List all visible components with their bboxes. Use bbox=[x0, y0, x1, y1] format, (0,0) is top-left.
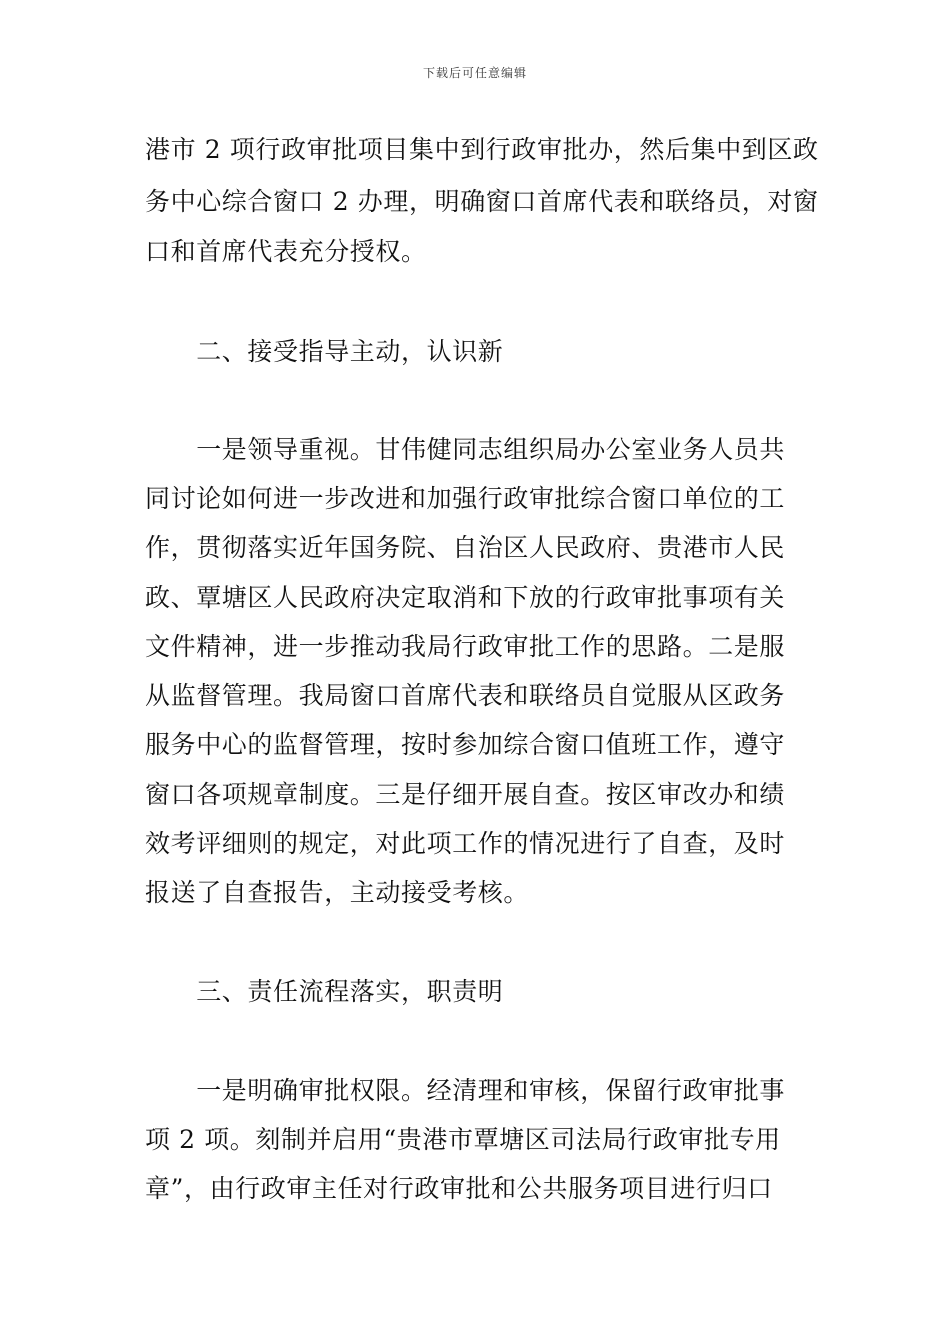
text-line: 一是明确审批权限。经清理和审核，保留行政审批事 bbox=[145, 1076, 786, 1105]
text-line: 政、覃塘区人民政府决定取消和下放的行政审批事项有关 bbox=[145, 583, 786, 612]
text-line: 从监督管理。我局窗口首席代表和联络员自觉服从区政务 bbox=[145, 681, 786, 710]
page-header: 下载后可任意编辑 bbox=[422, 66, 527, 80]
text-line: 效考评细则的规定，对此项工作的情况进行了自查，及时 bbox=[145, 829, 786, 858]
text-line: 报送了自查报告，主动接受考核。 bbox=[145, 878, 530, 907]
text-line: 口和首席代表充分授权。 bbox=[145, 237, 427, 266]
text-line: 章”，由行政审主任对行政审批和公共服务项目进行归口 bbox=[145, 1174, 773, 1203]
section-heading: 三、责任流程落实，职责明 bbox=[145, 977, 504, 1006]
text-line: 务中心综合窗口 2 办理，明确窗口首席代表和联络员，对窗 bbox=[145, 187, 819, 216]
text-line: 一是领导重视。甘伟健同志组织局办公室业务人员共 bbox=[145, 435, 786, 464]
text-line: 项 2 项。刻制并启用“贵港市覃塘区司法局行政审批专用 bbox=[145, 1125, 781, 1154]
section-heading: 二、接受指导主动，认识新 bbox=[145, 337, 504, 366]
text-line: 文件精神，进一步推动我局行政审批工作的思路。二是服 bbox=[145, 632, 786, 661]
text-line: 服务中心的监督管理，按时参加综合窗口值班工作，遵守 bbox=[145, 730, 786, 759]
text-line: 作，贯彻落实近年国务院、自治区人民政府、贵港市人民 bbox=[145, 533, 786, 562]
text-line: 窗口各项规章制度。三是仔细开展自查。按区审改办和绩 bbox=[145, 780, 786, 809]
text-line: 港市 2 项行政审批项目集中到行政审批办，然后集中到区政 bbox=[145, 135, 819, 164]
text-line: 同讨论如何进一步改进和加强行政审批综合窗口单位的工 bbox=[145, 484, 786, 513]
